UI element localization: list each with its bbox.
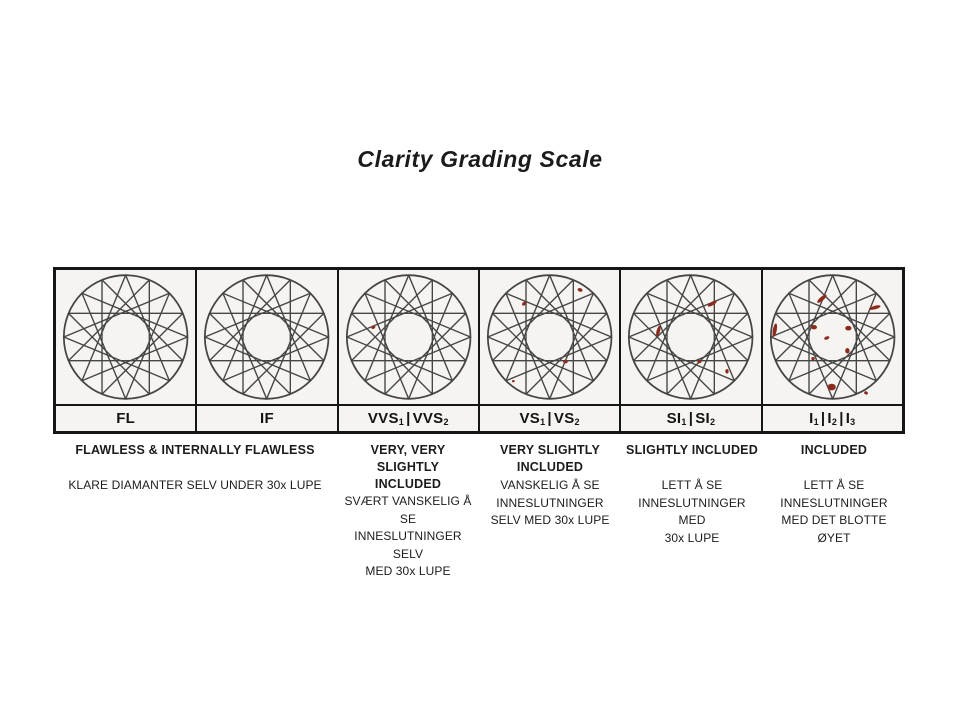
grade-label-text: I (845, 410, 851, 427)
facet-line-icon (351, 313, 432, 394)
grade-label-subscript: 2 (831, 416, 838, 427)
grade-label-subscript: 1 (540, 416, 546, 427)
grade-label-text: VVS (412, 410, 444, 427)
grade-label-subscript: 3 (850, 416, 856, 427)
facet-line-icon (809, 280, 890, 361)
facet-line-icon (243, 313, 324, 394)
description-block-4 (763, 442, 905, 581)
inclusion-spot-icon (512, 380, 515, 382)
grade-descriptions (53, 442, 905, 581)
description-body-line: 30x LUPE (664, 530, 720, 545)
description-heading-line: VERY SLIGHTLY (499, 443, 601, 457)
facet-line-icon (69, 280, 150, 361)
grade-label-subscript: 1 (681, 416, 687, 427)
grade-label-if (197, 406, 336, 431)
grade-label-subscript: 2 (574, 416, 580, 427)
facet-line-icon (526, 280, 607, 361)
grade-label-text: SI (695, 410, 710, 427)
description-heading (340, 442, 476, 493)
facet-line-icon (775, 280, 856, 361)
facet-line-icon (667, 313, 748, 394)
inclusion-spot-icon (823, 336, 829, 341)
inclusion-spot-icon (863, 391, 868, 396)
inclusion-spot-icon (577, 287, 583, 292)
description-heading (482, 442, 618, 477)
description-heading (766, 442, 902, 477)
description-body-line: MED 30x LUPE (365, 564, 451, 578)
grade-label-text: I (827, 410, 832, 427)
inclusion-spot-icon (845, 348, 849, 353)
grade-label-text: VVS (367, 410, 399, 427)
description-body-line: KLARE DIAMANTER SELV UNDER 30x LUPE (68, 478, 322, 492)
grade-label-subscript: 1 (398, 416, 405, 427)
diamond-diagram (56, 270, 195, 404)
grade-cell-fl (56, 270, 197, 431)
facet-line-icon (493, 280, 574, 361)
facet-line-icon (634, 280, 715, 361)
inclusion-spot-icon (811, 357, 815, 360)
diamond-diagram (621, 270, 760, 404)
grade-label-text: | (839, 410, 844, 427)
description-block-2 (479, 442, 621, 581)
diamond-view-if (197, 270, 336, 406)
description-heading-line: FLAWLESS & INTERNALLY FLAWLESS (75, 443, 315, 457)
grade-label-vvs (339, 406, 478, 431)
facet-line-icon (634, 313, 715, 394)
grade-cell-vvs (339, 270, 480, 431)
facet-line-icon (809, 313, 890, 394)
description-block-3 (621, 442, 763, 581)
grade-label-si (621, 406, 760, 431)
description-body (766, 477, 902, 547)
grade-cell-if (197, 270, 338, 431)
description-body-line: VANSKELIG Å SE (500, 478, 600, 492)
description-heading (56, 442, 334, 477)
grade-cell-i (763, 270, 902, 431)
description-body-line: SVÆRT VANSKELIG Å SE (344, 494, 472, 526)
inclusion-spot-icon (726, 369, 729, 373)
description-body-line: INNESLUTNINGER SELV (354, 529, 462, 561)
grade-label-text: VS (553, 410, 575, 427)
description-body (482, 477, 618, 530)
diamond-diagram (480, 270, 619, 404)
inclusion-spot-icon (811, 325, 817, 329)
description-body (624, 477, 760, 547)
grade-label-text: | (820, 410, 826, 427)
diamond-view-vs (480, 270, 619, 406)
description-body-line: LETT Å SE (661, 478, 723, 492)
inclusion-spot-icon (868, 304, 880, 310)
description-heading-line: INCLUDED (374, 477, 442, 491)
description-body-line: SELV MED 30x LUPE (490, 513, 610, 527)
grade-cell-vs (480, 270, 621, 431)
description-body-line: LETT Å SE (803, 478, 865, 492)
description-body-line: INNESLUTNINGER (496, 495, 604, 510)
grade-label-fl (56, 406, 195, 431)
description-heading-line: SLIGHTLY INCLUDED (626, 443, 758, 457)
grade-label-text: | (406, 410, 411, 427)
grade-label-vs (480, 406, 619, 431)
diamond-diagram (197, 270, 336, 404)
inclusion-spot-icon (845, 326, 851, 331)
description-body-line: INNESLUTNINGER (780, 495, 888, 510)
facet-line-icon (210, 280, 291, 361)
grade-label-text: | (688, 410, 694, 427)
description-heading-line: INCLUDED (516, 460, 584, 474)
diamond-view-i (763, 270, 902, 406)
description-body-line: INNESLUTNINGER MED (638, 495, 746, 527)
description-body (56, 477, 334, 495)
facet-line-icon (243, 280, 324, 361)
grade-label-subscript: 1 (813, 416, 819, 427)
inclusion-spot-icon (698, 360, 702, 364)
description-body (340, 493, 476, 581)
facet-line-icon (102, 280, 183, 361)
description-body-line: MED DET BLOTTE (781, 513, 887, 527)
diamond-diagram (763, 270, 902, 404)
description-heading (624, 442, 760, 477)
grade-label-text: I (809, 410, 814, 427)
grade-label-i (763, 406, 902, 431)
diamond-view-vvs (339, 270, 478, 406)
grade-cell-si (621, 270, 762, 431)
clarity-grading-table (53, 267, 905, 434)
diamond-view-fl (56, 270, 195, 406)
facet-line-icon (385, 280, 466, 361)
grade-label-subscript: 2 (443, 416, 449, 427)
facet-line-icon (69, 313, 150, 394)
facet-line-icon (102, 313, 183, 394)
description-heading-line: VERY, VERY SLIGHTLY (370, 443, 446, 474)
page-title: Clarity Grading Scale (357, 146, 603, 172)
diamond-view-si (621, 270, 760, 406)
grade-label-text: IF (260, 410, 274, 427)
facet-line-icon (493, 313, 574, 394)
description-block-0 (53, 442, 337, 581)
inclusion-spot-icon (827, 384, 835, 391)
grade-label-subscript: 2 (710, 416, 716, 427)
description-heading-line: INCLUDED (800, 443, 868, 457)
facet-line-icon (526, 313, 607, 394)
facet-line-icon (775, 313, 856, 394)
description-block-1 (337, 442, 479, 581)
facet-line-icon (210, 313, 291, 394)
diamond-diagram (339, 270, 478, 404)
grade-label-text: VS (519, 410, 541, 427)
facet-line-icon (351, 280, 432, 361)
grade-label-text: FL (116, 410, 136, 427)
facet-line-icon (385, 313, 466, 394)
grade-label-text: SI (666, 410, 682, 427)
description-body-line: ØYET (817, 530, 851, 545)
grade-label-text: | (547, 410, 552, 427)
facet-line-icon (667, 280, 748, 361)
